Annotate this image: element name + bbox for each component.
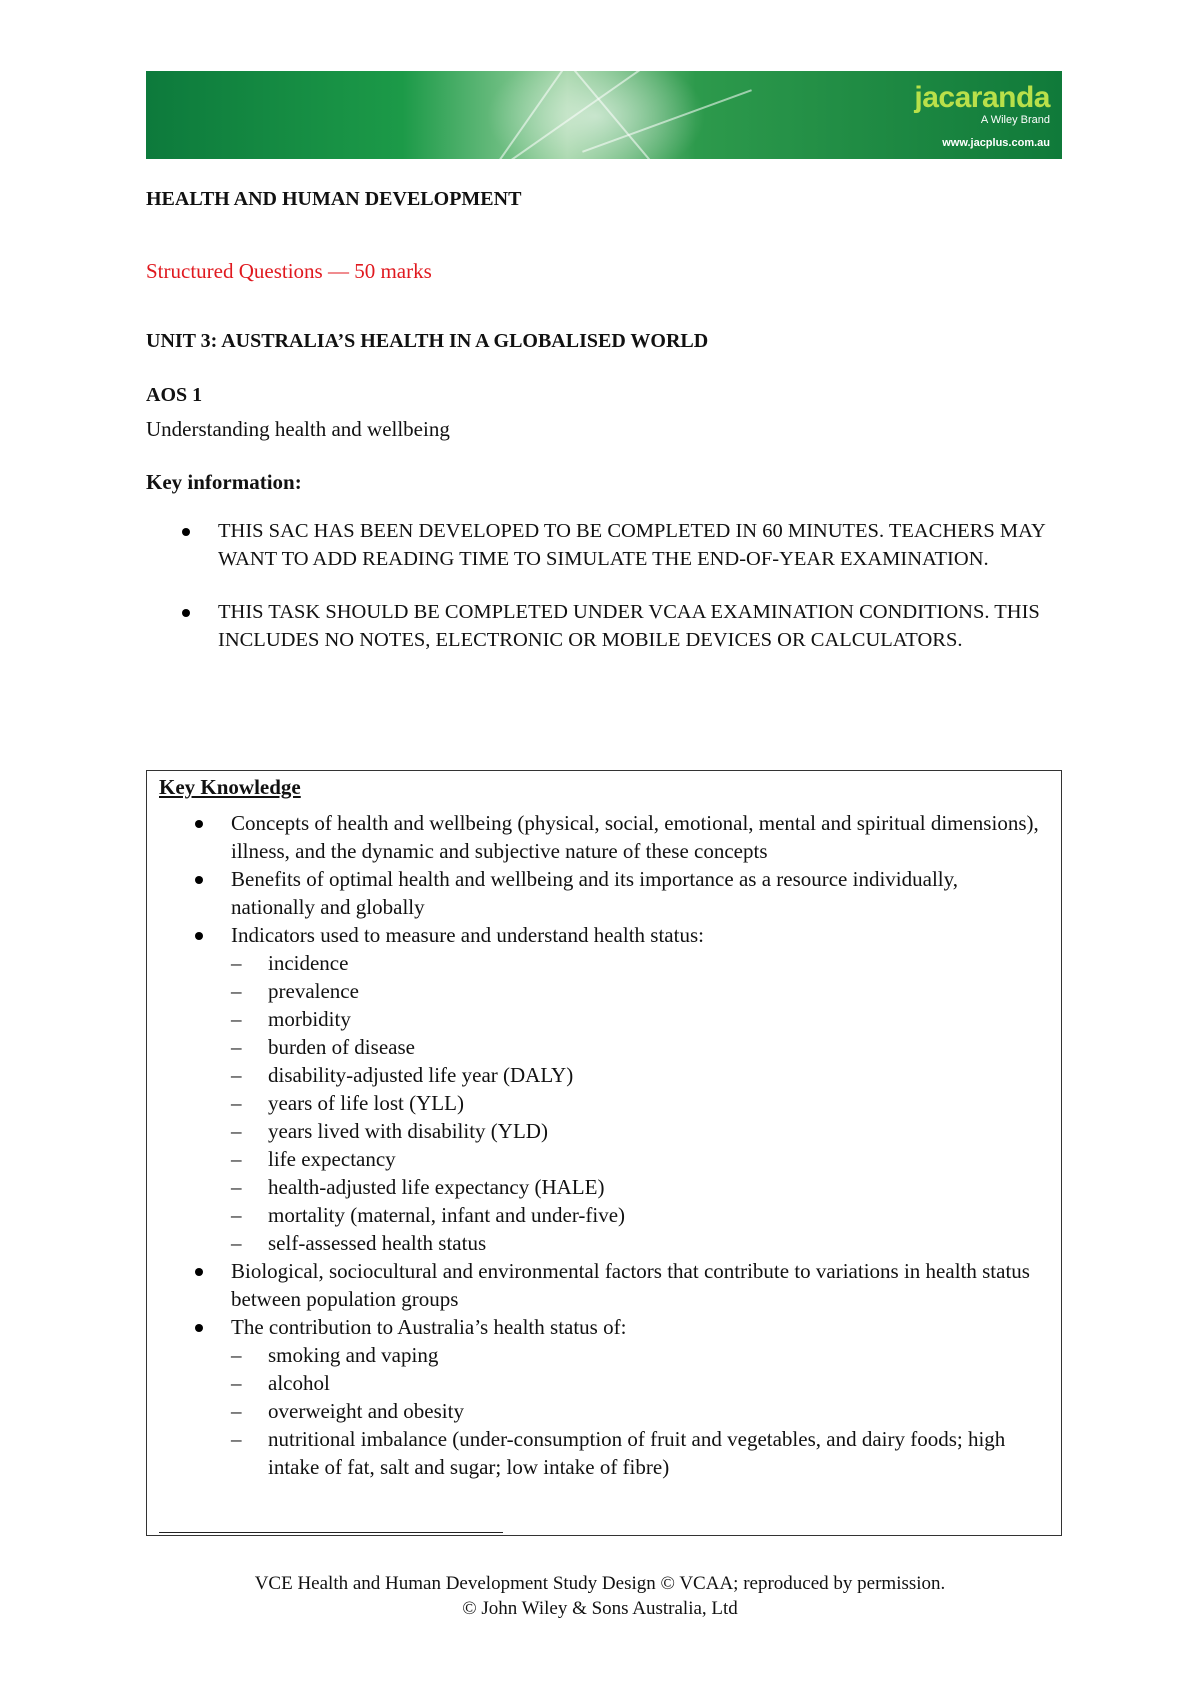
key-knowledge-text: Indicators used to measure and understand health status:	[231, 923, 704, 947]
unit-title: UNIT 3: AUSTRALIA’S HEALTH IN A GLOBALISED WORLD	[146, 330, 709, 352]
key-knowledge-item	[147, 1257, 1047, 1313]
sub-list-item	[147, 1117, 1047, 1145]
sub-list-item	[147, 1201, 1047, 1229]
footnote-rule	[159, 1532, 503, 1533]
sub-list-item	[147, 1397, 1047, 1425]
dash-icon: –	[231, 951, 242, 975]
key-knowledge-item	[147, 1313, 1047, 1481]
footer-copyright-vcaa: VCE Health and Human Development Study Design © VCAA; reproduced by permission.	[254, 1573, 946, 1594]
dash-icon: –	[231, 1427, 242, 1451]
brand-name: jacaranda	[914, 81, 1050, 114]
sub-list-item	[147, 1425, 1047, 1481]
sub-list-item	[147, 1089, 1047, 1117]
bullet-icon	[195, 1324, 203, 1332]
key-information-text: THIS SAC HAS BEEN DEVELOPED TO BE COMPLETED IN 60 MINUTES. TEACHERS MAY WANT TO ADD READING TIME TO SIMULATE THE END-OF-YEAR EXAMINATION.	[218, 520, 1046, 570]
dash-icon: –	[231, 1175, 242, 1199]
sub-item-text: health-adjusted life expectancy (HALE)	[268, 1175, 605, 1199]
header-banner	[146, 71, 1062, 159]
dash-icon: –	[231, 1343, 242, 1367]
sub-list-item	[147, 1061, 1047, 1089]
sub-list-item	[147, 1369, 1047, 1397]
dash-icon: –	[231, 1399, 242, 1423]
key-information-item	[146, 599, 1066, 654]
brand-logo	[914, 83, 1050, 149]
page-footer	[0, 1571, 1200, 1621]
bullet-icon	[182, 609, 190, 617]
dash-icon: –	[231, 1035, 242, 1059]
key-information-text: THIS TASK SHOULD BE COMPLETED UNDER VCAA EXAMINATION CONDITIONS. THIS INCLUDES NO NOTES, ELECTRONIC OR MOBILE DEVICES OR CALCULATORS.	[218, 601, 1040, 651]
sub-item-text: mortality (maternal, infant and under-five)	[268, 1203, 626, 1227]
dash-icon: –	[231, 979, 242, 1003]
document-title: HEALTH AND HUMAN DEVELOPMENT	[146, 188, 522, 210]
key-information-item	[146, 518, 1066, 573]
contribution-sub-list	[147, 1341, 1047, 1481]
sub-item-text: morbidity	[268, 1007, 351, 1031]
sub-item-text: overweight and obesity	[268, 1399, 464, 1423]
dash-icon: –	[231, 1091, 242, 1115]
sub-list-item	[147, 1173, 1047, 1201]
key-knowledge-text: Concepts of health and wellbeing (physical, social, emotional, mental and spiritual dimensions), illness, and the dynamic and subjective nature of these concepts	[231, 811, 1039, 863]
key-knowledge-item	[147, 921, 1047, 1257]
sub-item-text: nutritional imbalance (under-consumption of fruit and vegetables, and dairy foods; high intake of fat, salt and sugar; low intake of fibre)	[268, 1427, 1006, 1479]
key-knowledge-list	[147, 809, 1047, 1481]
dash-icon: –	[231, 1119, 242, 1143]
dash-icon: –	[231, 1203, 242, 1227]
sub-list-item	[147, 949, 1047, 977]
sub-item-text: years of life lost (YLL)	[268, 1091, 464, 1115]
key-knowledge-text: The contribution to Australia’s health status of:	[231, 1315, 627, 1339]
aos-label: AOS 1	[146, 384, 203, 406]
sub-list-item	[147, 1145, 1047, 1173]
dash-icon: –	[231, 1231, 242, 1255]
footer-copyright-wiley: © John Wiley & Sons Australia, Ltd	[462, 1598, 738, 1619]
key-knowledge-item	[147, 865, 1047, 921]
document-subtitle: Structured Questions — 50 marks	[146, 259, 432, 283]
sub-item-text: disability-adjusted life year (DALY)	[268, 1063, 574, 1087]
sub-list-item	[147, 1033, 1047, 1061]
dash-icon: –	[231, 1147, 242, 1171]
sub-list-item	[147, 1005, 1047, 1033]
sub-list-item	[147, 1229, 1047, 1257]
key-knowledge-text: Biological, sociocultural and environmental factors that contribute to variations in health status between population groups	[231, 1259, 1030, 1311]
key-knowledge-text: Benefits of optimal health and wellbeing and its importance as a resource individually, nationally and globally	[231, 867, 959, 919]
sub-item-text: life expectancy	[268, 1147, 396, 1171]
brand-url: www.jacplus.com.au	[942, 137, 1050, 149]
key-knowledge-item	[147, 809, 1047, 865]
sub-item-text: alcohol	[268, 1371, 330, 1395]
key-information-list	[146, 518, 1066, 680]
bullet-icon	[182, 528, 190, 536]
key-knowledge-heading: Key Knowledge	[159, 775, 301, 799]
bullet-icon	[195, 820, 203, 828]
sub-item-text: smoking and vaping	[268, 1343, 439, 1367]
sub-item-text: incidence	[268, 951, 349, 975]
sub-item-text: burden of disease	[268, 1035, 415, 1059]
sub-item-text: prevalence	[268, 979, 359, 1003]
sub-list-item	[147, 1341, 1047, 1369]
dash-icon: –	[231, 1063, 242, 1087]
key-information-heading: Key information:	[146, 470, 302, 494]
aos-description: Understanding health and wellbeing	[146, 417, 450, 441]
sub-item-text: self-assessed health status	[268, 1231, 487, 1255]
dash-icon: –	[231, 1371, 242, 1395]
bullet-icon	[195, 932, 203, 940]
bullet-icon	[195, 1268, 203, 1276]
sub-item-text: years lived with disability (YLD)	[268, 1119, 548, 1143]
sub-list-item	[147, 977, 1047, 1005]
indicator-sub-list	[147, 949, 1047, 1257]
bullet-icon	[195, 876, 203, 884]
brand-tagline: A Wiley Brand	[980, 114, 1050, 126]
dash-icon: –	[231, 1007, 242, 1031]
key-knowledge-box	[146, 770, 1062, 1536]
